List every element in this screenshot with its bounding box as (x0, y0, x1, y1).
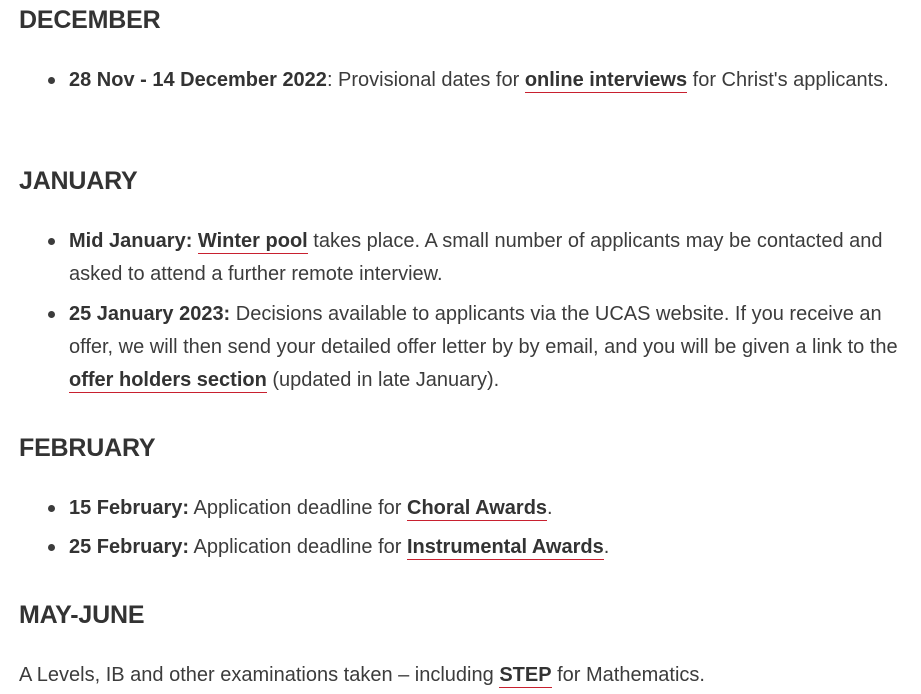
item-text: . (547, 497, 553, 519)
item-text: Decisions available to applicants via the UCAS website. If you receive an offer, we will then send your detailed offer letter by by email, and you will be given a link to the (69, 303, 898, 358)
paragraph-text: for Mathematics. (551, 664, 705, 686)
list-december (19, 64, 889, 97)
step-link[interactable]: STEP (499, 664, 552, 686)
heading-january: JANUARY (19, 167, 138, 195)
list-item (19, 225, 899, 291)
heading-may-june: MAY-JUNE (19, 601, 145, 629)
item-date: 15 February: (69, 497, 190, 519)
item-date: 25 January 2023: (69, 303, 231, 325)
choral-awards-link[interactable]: Choral Awards (407, 497, 548, 519)
item-text: Application deadline for (189, 497, 407, 519)
item-date: 28 Nov - 14 December 2022 (69, 69, 327, 91)
item-text: takes place. A small number of applicants may be contacted and asked to attend a further remote interview. (69, 230, 883, 285)
heading-december: DECEMBER (19, 6, 161, 34)
list-item (19, 531, 889, 564)
heading-february: FEBRUARY (19, 434, 156, 462)
offer-holders-section-link[interactable]: offer holders section (69, 369, 267, 391)
may-june-paragraph (19, 659, 899, 692)
item-date: Mid January: (69, 230, 193, 252)
list-january (19, 225, 899, 397)
item-date: 25 February: (69, 536, 190, 558)
item-text: (updated in late January). (266, 369, 500, 391)
item-text: : Provisional dates for (326, 69, 525, 91)
list-item (19, 64, 889, 97)
item-text: Application deadline for (189, 536, 407, 558)
list-item (19, 298, 899, 397)
paragraph-text: A Levels, IB and other examinations taken – including (19, 664, 500, 686)
instrumental-awards-link[interactable]: Instrumental Awards (407, 536, 604, 558)
online-interviews-link[interactable]: online interviews (524, 69, 688, 91)
winter-pool-link[interactable]: Winter pool (197, 230, 308, 252)
item-text: for Christ's applicants. (687, 69, 889, 91)
item-text: . (603, 536, 610, 558)
list-item (19, 492, 889, 525)
list-february (19, 492, 889, 564)
